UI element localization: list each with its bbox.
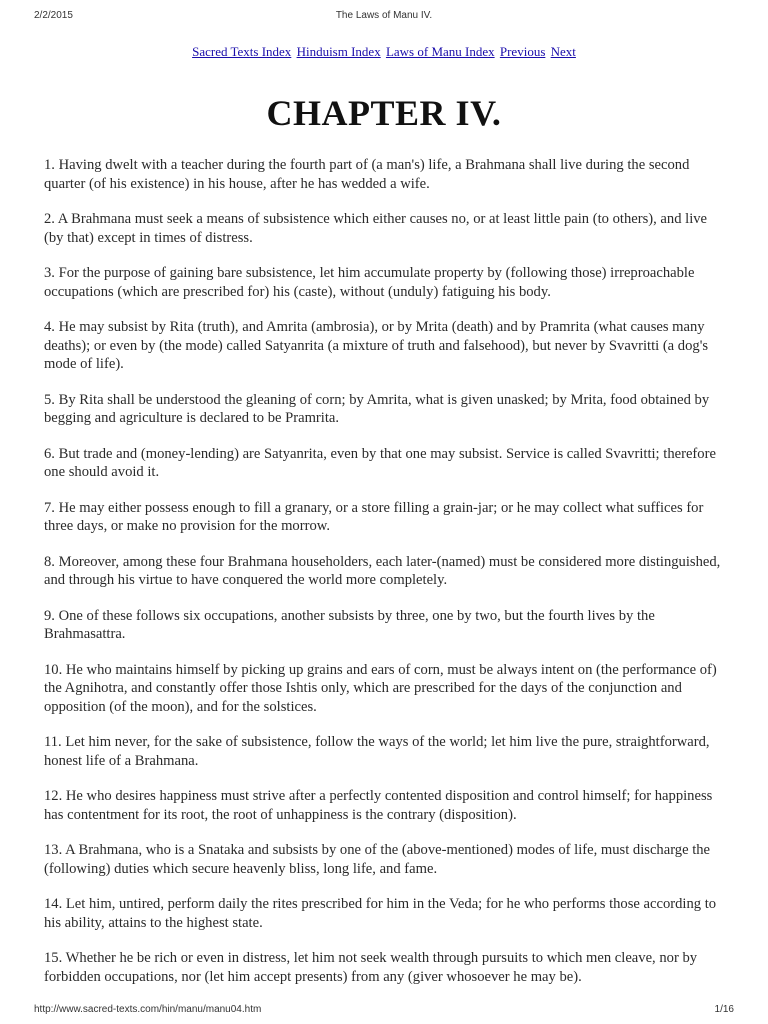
verse-paragraph: 10. He who maintains himself by picking up grains and ears of corn, must be always intent on (the performance of) the Agnihotra, and constantly offer those Ishtis only, which are prescribed for the days of the conjunction and opposition (of the moon), and for the solstices. bbox=[44, 661, 717, 715]
nav-link-next[interactable]: Next bbox=[550, 44, 576, 59]
nav-link-sacred-texts-index[interactable]: Sacred Texts Index bbox=[192, 44, 292, 59]
nav-link-laws-of-manu-index[interactable]: Laws of Manu Index bbox=[385, 44, 495, 59]
verse-paragraph: 2. A Brahmana must seek a means of subsistence which either causes no, or at least little pain (to others), and live (by that) except in times of distress. bbox=[44, 211, 708, 246]
verse-paragraph: 13. A Brahmana, who is a Snataka and subsists by one of the (above-mentioned) modes of life, must discharge the (following) duties which secure heavenly bliss, long life, and fame. bbox=[44, 842, 711, 877]
print-url: http://www.sacred-texts.com/hin/manu/manu04.htm bbox=[34, 1004, 262, 1015]
page-number: 1/16 bbox=[714, 1004, 734, 1015]
verse-paragraph: 5. By Rita shall be understood the gleaning of corn; by Amrita, what is given unasked; by Mrita, food obtained by begging and agriculture is declared to be Pramrita. bbox=[44, 391, 710, 426]
print-title: The Laws of Manu IV. bbox=[335, 10, 433, 21]
verse-paragraph: 4. He may subsist by Rita (truth), and Amrita (ambrosia), or by Mrita (death) and by Pramrita (what causes many deaths); or even by (the mode) called Satyanrita (a mixture of truth and falsehood), but never by Svavritti (a dog's mode of life). bbox=[44, 319, 709, 372]
verse-paragraph: 7. He may either possess enough to fill a granary, or a store filling a grain-jar; or he may collect what suffices for three days, or make no provision for the morrow. bbox=[44, 499, 704, 534]
verse-paragraph: 8. Moreover, among these four Brahmana householders, each later-(named) must be considered more distinguished, and through his virtue to have conquered the world more completely. bbox=[44, 553, 721, 588]
chapter-heading: CHAPTER IV. bbox=[266, 93, 502, 133]
print-date: 2/2/2015 bbox=[34, 10, 73, 21]
verse-paragraph: 9. One of these follows six occupations, another subsists by three, one by two, but the fourth lives by the Brahmasattra. bbox=[44, 607, 655, 642]
verse-paragraph: 11. Let him never, for the sake of subsistence, follow the ways of the world; let him live the pure, straightforward, honest life of a Brahmana. bbox=[44, 734, 710, 769]
verse-paragraph: 14. Let him, untired, perform daily the rites prescribed for him in the Veda; for he who performs those according to his ability, attains to the highest state. bbox=[44, 896, 717, 931]
chapter-text bbox=[44, 156, 724, 1003]
verse-paragraph: 1. Having dwelt with a teacher during the fourth part of (a man's) life, a Brahmana shall live during the second quarter (of his existence) in his house, after he has wedded a wife. bbox=[44, 157, 690, 192]
nav-link-previous[interactable]: Previous bbox=[499, 44, 546, 59]
verse-paragraph: 6. But trade and (money-lending) are Satyanrita, even by that one may subsist. Service is called Svavritti; therefore one should avoid it. bbox=[44, 445, 716, 480]
verse-paragraph: 3. For the purpose of gaining bare subsistence, let him accumulate property by (following those) irreproachable occupations (which are prescribed for) his (caste), without (unduly) fatiguing his body. bbox=[44, 265, 695, 300]
verse-paragraph: 12. He who desires happiness must strive after a perfectly contented disposition and control himself; for happiness has contentment for its root, the root of unhappiness is the contrary (disposition). bbox=[44, 788, 713, 823]
nav-links bbox=[0, 44, 768, 60]
nav-link-hinduism-index[interactable]: Hinduism Index bbox=[296, 44, 381, 59]
print-footer bbox=[0, 1004, 768, 1018]
verse-paragraph: 15. Whether he be rich or even in distress, let him not seek wealth through pursuits to which men cleave, nor by forbidden occupations, nor (let him accept presents) from any (giver whosoever he may be). bbox=[44, 950, 698, 985]
print-header bbox=[0, 10, 768, 26]
